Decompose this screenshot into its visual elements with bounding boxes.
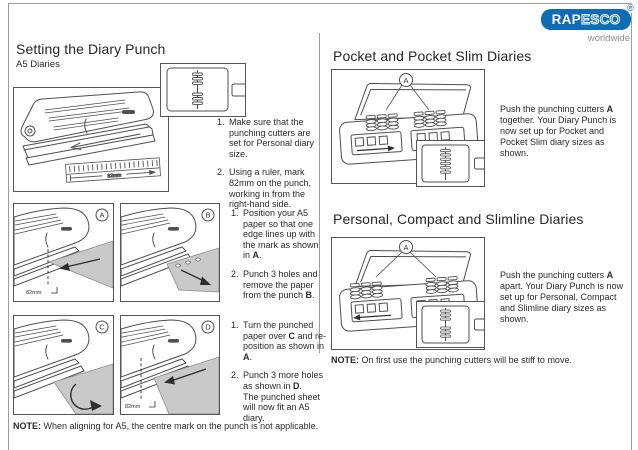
wordmark-outline: ESCO [580,12,621,27]
step-text: Punch 3 holes and remove the paper from the punch B. [243,268,318,301]
personal-diary-figure [416,301,485,348]
step-text: Using a ruler, mark 82mm on the punch, working in from the right-hand side. [229,167,312,210]
instruction-step [231,269,328,301]
diary-clasp-tab [232,84,245,96]
note-text: When aligning for A5, the centre mark on the punch is not applicable. [43,421,319,431]
instruction-step [217,117,324,159]
instruction-list-3 [231,320,331,431]
step-text: Make sure that the punching cutters are set for Personal diary size. [229,117,315,159]
note-label: NOTE: [13,421,41,431]
punch-knob [25,126,35,136]
page-subtitle: A5 Diaries [16,59,60,70]
brand-tagline: worldwide [587,33,630,44]
instruction-step [231,370,331,423]
figure-label: A [99,210,105,220]
step-number: 1. [217,117,225,127]
step-text: Turn the punched paper over C and re-position as shown in A. [243,320,327,362]
instruction-list-2 [231,208,328,309]
step-number: 2. [231,268,239,279]
measure-label: 82mm [26,290,42,296]
note-label: NOTE: [331,355,359,365]
pocket-instructions: Push the punching cutters A together. Your Diary Punch is now set up for Pocket and Pocket Slim diary sizes as shown. [500,104,617,158]
brand-logo [541,3,634,44]
page-title: Setting the Diary Punch [16,41,166,57]
instruction-step [217,167,324,209]
ruler-measure-label: 82mm [107,172,122,180]
step-number: 1. [231,320,239,330]
figure-label: B [205,210,211,220]
wordmark-bold: RAP [551,12,581,27]
personal-instructions: Push the punching cutters A apart. Your Diary Punch is now set up for Personal, Compact and Slimline diary sizes as shown. [500,270,624,324]
cutter-callout-label: A [403,243,409,252]
figure-c [13,315,114,415]
step-text: Position your A5 paper so that one edge lines up with the mark as shown in A. [243,208,319,261]
note-right [331,355,631,365]
note-left [13,421,325,431]
registered-trademark-icon: ® [627,3,634,13]
note-text: On first use the punching cutters will be stiff to move. [361,355,572,365]
a5-diary-figure [160,63,246,117]
step-number: 1. [231,208,239,218]
figure-a [13,203,114,302]
section-title-pocket: Pocket and Pocket Slim Diaries [333,48,532,64]
figure-label: D [205,322,211,332]
figure-d [120,315,220,415]
step-extra-text: The punched sheet will now fit an A5 diary. [243,391,321,423]
section-title-personal: Personal, Compact and Slimline Diaries [333,211,584,227]
punch-illustration [14,88,168,191]
measure-label: 82mm [125,404,141,410]
step-number: 2. [231,370,239,381]
rapesco-wordmark [541,3,634,30]
instruction-step [231,320,331,362]
main-punch-figure [13,87,169,192]
diary-clasp-tab [475,319,485,330]
figure-label: C [99,322,105,332]
pocket-diary-figure [416,140,485,187]
ruler-illustration [65,158,160,183]
instruction-step [231,208,328,261]
figure-b [120,203,220,302]
diary-clasp-tab [475,158,485,169]
step-number: 2. [217,167,225,178]
instruction-list-1 [217,117,324,218]
device-logo-mark [122,110,135,114]
cutter-callout-label: A [403,76,409,85]
step-text: Punch 3 more holes as shown in D. The punched sheet will now fit an A5 diary. [243,370,331,423]
